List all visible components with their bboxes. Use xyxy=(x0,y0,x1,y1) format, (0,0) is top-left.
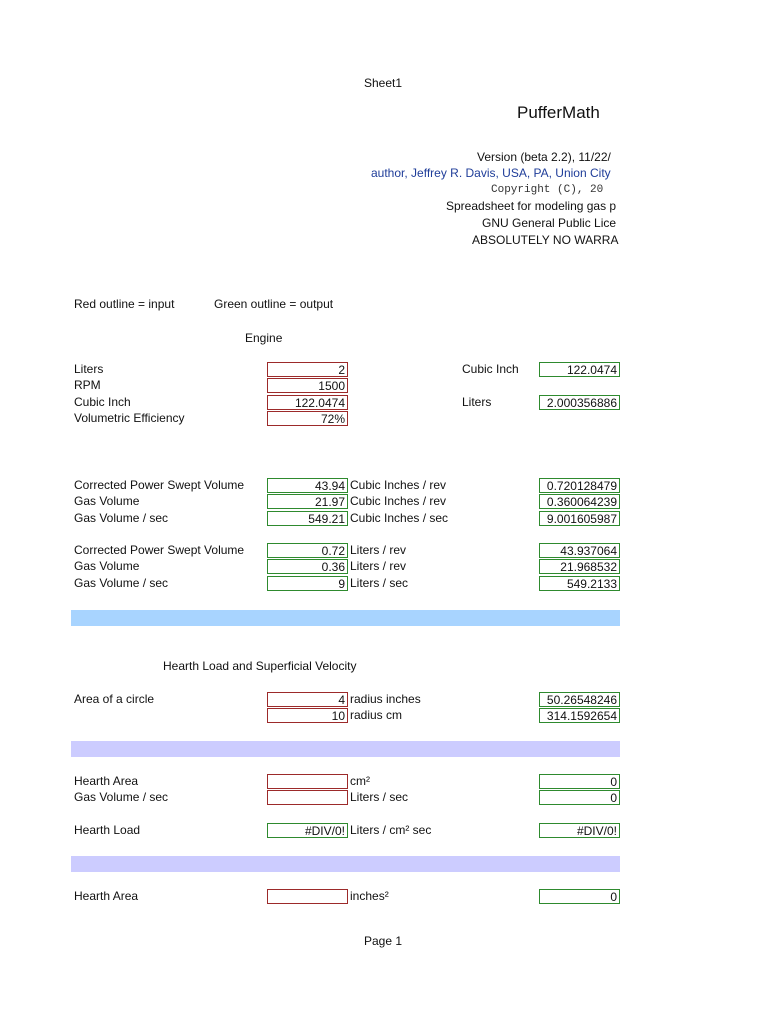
hearth-load-unit: Liters / cm² sec xyxy=(350,823,432,837)
engine-heading: Engine xyxy=(245,331,283,345)
cpsv-in-result: 0.720128479 xyxy=(539,478,620,493)
hearth-gas-vol-input[interactable] xyxy=(267,790,348,805)
gas-vol-in-label: Gas Volume xyxy=(74,494,140,508)
rpm-label: RPM xyxy=(74,378,101,392)
vol-eff-input[interactable]: 72% xyxy=(267,411,348,426)
radius-cm-input[interactable]: 10 xyxy=(267,708,348,723)
description-line: Spreadsheet for modeling gas p xyxy=(446,199,617,213)
section-band-blue xyxy=(71,610,620,626)
rpm-input[interactable]: 1500 xyxy=(267,378,348,393)
hearth-load-result: #DIV/0! xyxy=(539,823,620,838)
circle-area-cm-result: 314.1592654 xyxy=(539,708,620,723)
cpsv-in-output: 43.94 xyxy=(267,478,348,493)
hearth-area-in-unit: inches² xyxy=(350,889,389,903)
gas-vol-sec-in-output: 549.21 xyxy=(267,511,348,526)
conv-cubic-inch-output: 122.0474 xyxy=(539,362,620,377)
hearth-area-in-result: 0 xyxy=(539,889,620,904)
gas-vol-in-result: 0.360064239 xyxy=(539,494,620,509)
cpsv-l-unit: Liters / rev xyxy=(350,543,407,557)
cpsv-l-output: 0.72 xyxy=(267,543,348,558)
hearth-gas-vol-label: Gas Volume / sec xyxy=(74,790,169,804)
cpsv-in-unit: Cubic Inches / rev xyxy=(350,478,447,492)
gas-vol-sec-l-label: Gas Volume / sec xyxy=(74,576,169,590)
hearth-area-cm-result: 0 xyxy=(539,774,620,789)
gas-vol-sec-in-unit: Cubic Inches / sec xyxy=(350,511,449,525)
radius-inches-input[interactable]: 4 xyxy=(267,692,348,707)
gas-vol-sec-l-output: 9 xyxy=(267,576,348,591)
warranty-line: ABSOLUTELY NO WARRA xyxy=(472,233,619,247)
section-band-lavender-2 xyxy=(71,856,620,872)
hearth-load-label: Hearth Load xyxy=(74,823,141,837)
hearth-area-cm-label: Hearth Area xyxy=(74,774,139,788)
author-line: author, Jeffrey R. Davis, USA, PA, Union City xyxy=(371,166,611,180)
gas-vol-l-result: 21.968532 xyxy=(539,559,620,574)
circle-area-in-result: 50.26548246 xyxy=(539,692,620,707)
vol-eff-label: Volumetric Efficiency xyxy=(74,411,185,425)
radius-inches-unit: radius inches xyxy=(350,692,421,706)
hearth-area-cm-input[interactable] xyxy=(267,774,348,789)
hearth-gas-vol-result: 0 xyxy=(539,790,620,805)
gas-vol-sec-l-unit: Liters / sec xyxy=(350,576,409,590)
cpsv-in-label: Corrected Power Swept Volume xyxy=(74,478,245,492)
gas-vol-sec-in-result: 9.001605987 xyxy=(539,511,620,526)
copyright-line: Copyright (C), 20 xyxy=(491,184,604,196)
hearth-area-in-label: Hearth Area xyxy=(74,889,139,903)
gas-vol-l-output: 0.36 xyxy=(267,559,348,574)
hearth-heading: Hearth Load and Superficial Velocity xyxy=(163,659,357,673)
conv-cubic-inch-label: Cubic Inch xyxy=(462,362,519,376)
legend-output: Green outline = output xyxy=(214,297,334,311)
gas-vol-sec-l-result: 549.2133 xyxy=(539,576,620,591)
hearth-gas-vol-unit: Liters / sec xyxy=(350,790,409,804)
gas-vol-l-unit: Liters / rev xyxy=(350,559,407,573)
page-footer: Page 1 xyxy=(364,934,403,948)
gas-vol-sec-in-label: Gas Volume / sec xyxy=(74,511,169,525)
hearth-area-cm-unit: cm² xyxy=(350,774,370,788)
gas-vol-in-output: 21.97 xyxy=(267,494,348,509)
page-title: PufferMath xyxy=(517,103,600,122)
cubic-inch-input[interactable]: 122.0474 xyxy=(267,395,348,410)
sheet-name: Sheet1 xyxy=(364,76,403,90)
cpsv-l-result: 43.937064 xyxy=(539,543,620,558)
circle-area-label: Area of a circle xyxy=(74,692,155,706)
conv-liters-output: 2.000356886 xyxy=(539,395,620,410)
cubic-inch-label: Cubic Inch xyxy=(74,395,131,409)
page-clip xyxy=(621,140,768,250)
radius-cm-unit: radius cm xyxy=(350,708,403,722)
license-line: GNU General Public Lice xyxy=(482,216,617,230)
section-band-lavender-1 xyxy=(71,741,620,757)
liters-input[interactable]: 2 xyxy=(267,362,348,377)
gas-vol-l-label: Gas Volume xyxy=(74,559,140,573)
version-line: Version (beta 2.2), 11/22/ xyxy=(477,150,611,164)
hearth-area-in-input[interactable] xyxy=(267,889,348,904)
legend-input: Red outline = input xyxy=(74,297,175,311)
conv-liters-label: Liters xyxy=(462,395,492,409)
gas-vol-in-unit: Cubic Inches / rev xyxy=(350,494,447,508)
liters-label: Liters xyxy=(74,362,104,376)
hearth-load-output: #DIV/0! xyxy=(267,823,348,838)
cpsv-l-label: Corrected Power Swept Volume xyxy=(74,543,245,557)
